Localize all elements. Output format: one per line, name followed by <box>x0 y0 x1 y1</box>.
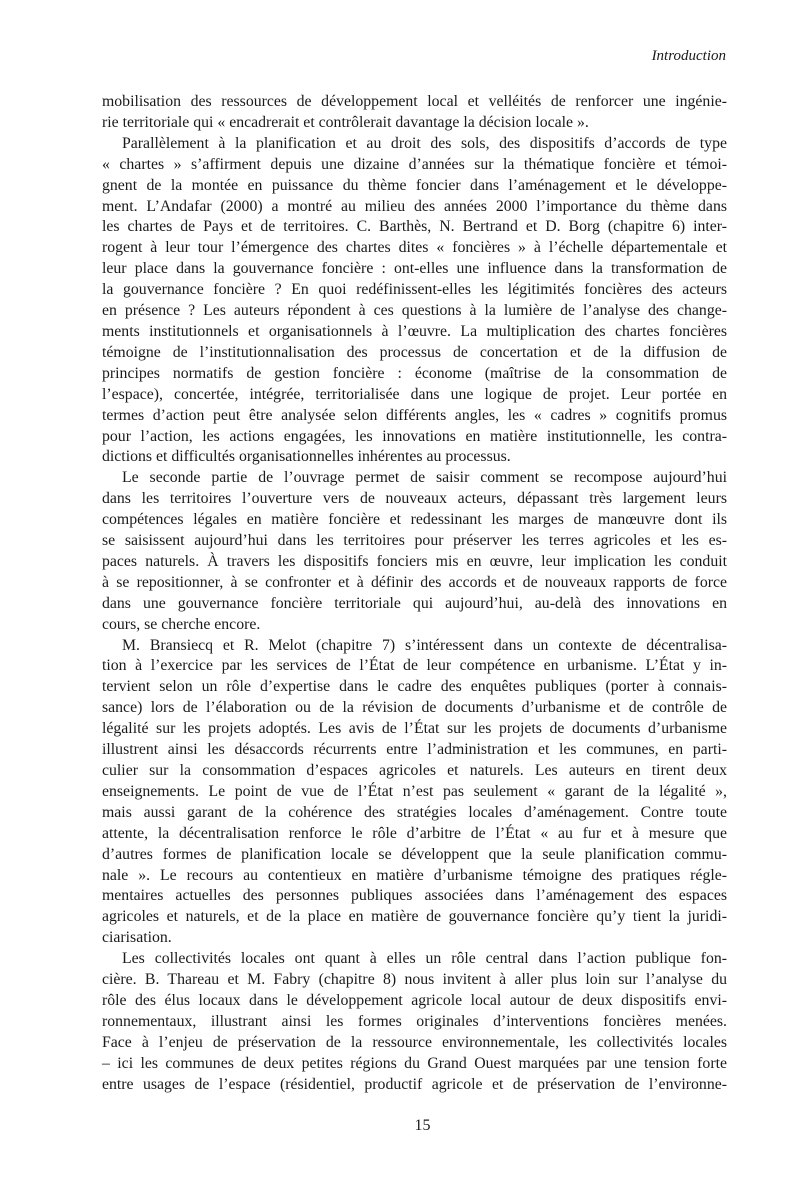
text-line: rôle des élus locaux dans le développement agricole local autour de deux dispositifs envi- <box>102 991 727 1009</box>
text-line: ments institutionnels et organisationnels à l’œuvre. La multiplication des chartes foncières <box>102 322 727 340</box>
text-line: leur place dans la gouvernance foncière : ont-elles une influence dans la transformation de <box>102 260 727 278</box>
text-line: – ici les communes de deux petites régions du Grand Ouest marquées par une tension forte <box>102 1054 727 1072</box>
text-line: Le seconde partie de l’ouvrage permet de saisir comment se recompose aujourd’hui <box>122 469 727 487</box>
text-line: attente, la décentralisation renforce le rôle d’arbitre de l’État « au fur et à mesure que <box>102 824 727 842</box>
text-line: mais aussi garant de la cohérence des stratégies locales d’aménagement. Contre toute <box>102 803 727 821</box>
running-header: Introduction <box>651 48 726 64</box>
paragraph <box>102 468 727 635</box>
text-line: mentaires actuelles des personnes publiques associées dans l’aménagement des espaces <box>102 887 727 905</box>
paragraph <box>102 92 727 134</box>
paragraph <box>102 636 727 950</box>
text-line: nale ». Le recours au contentieux en matière d’urbanisme témoigne des pratiques régle- <box>102 866 727 884</box>
text-line: la gouvernance foncière ? En quoi redéfinissent-elles les légitimités foncières des acteurs <box>102 281 727 299</box>
text-line: d’autres formes de planification locale se développent que la seule planification commu- <box>102 845 727 863</box>
text-line: dans une gouvernance foncière territoriale qui aujourd’hui, au-delà des innovations en <box>102 594 727 612</box>
text-line: enseignements. Le point de vue de l’État n’est pas seulement « garant de la légalité », <box>102 782 727 800</box>
text-line: les chartes de Pays et de territoires. C. Barthès, N. Bertrand et D. Borg (chapitre 6) inter- <box>102 218 727 236</box>
text-line: « chartes » s’affirment depuis une dizaine d’années sur la thématique foncière et témoi- <box>102 155 727 173</box>
text-line: Parallèlement à la planification et au droit des sols, des dispositifs d’accords de type <box>122 134 727 152</box>
text-line: rogent à leur tour l’émergence des chartes dites « foncières » à l’échelle départementale et <box>102 239 727 257</box>
text-line: principes normatifs de gestion foncière : économe (maîtrise de la consommation de <box>102 364 727 382</box>
text-line: agricoles et naturels, et de la place en matière de gouvernance foncière qu’y tient la juridi- <box>102 908 727 926</box>
text-line: termes d’action peut être analysée selon différents angles, les « cadres » cognitifs promus <box>102 406 727 424</box>
text-line: légalité sur les projets adoptés. Les avis de l’État sur les projets de documents d’urbanisme <box>102 720 727 738</box>
text-line: culier sur la consommation d’espaces agricoles et naturels. Les auteurs en tirent deux <box>102 762 727 779</box>
body-text <box>102 92 727 1096</box>
text-line: l’espace), concertée, intégrée, territorialisée dans une logique de projet. Leur portée en <box>102 385 727 403</box>
text-line: témoigne de l’institutionnalisation des processus de concertation et de la diffusion de <box>102 343 727 361</box>
text-line: cière. B. Thareau et M. Fabry (chapitre 8) nous invitent à aller plus loin sur l’analyse du <box>102 971 727 989</box>
text-line: gnent de la montée en puissance du thème foncier dans l’aménagement et le développe- <box>102 176 727 194</box>
text-line: tion à l’exercice par les services de l’État de leur compétence en urbanisme. L’État y in- <box>102 657 727 675</box>
text-line: ronnementaux, illustrant ainsi les formes originales d’interventions foncières menées. <box>102 1012 727 1030</box>
text-line: pour l’action, les actions engagées, les innovations en matière institutionnelle, les contra- <box>102 427 727 445</box>
text-line: Les collectivités locales ont quant à elles un rôle central dans l’action publique fon- <box>122 950 727 968</box>
text-line: M. Bransiecq et R. Melot (chapitre 7) s’intéressent dans un contexte de décentralisa- <box>122 636 727 654</box>
text-line: dictions et difficultés organisationnelles inhérentes au processus. <box>102 448 511 466</box>
paragraph <box>102 134 727 469</box>
text-line: ciarisation. <box>102 929 172 947</box>
text-line: Face à l’enjeu de préservation de la ressource environnementale, les collectivités locales <box>102 1033 727 1051</box>
text-line: en présence ? Les auteurs répondent à ces questions à la lumière de l’analyse des change- <box>102 302 727 320</box>
text-line: entre usages de l’espace (résidentiel, productif agricole et de préservation de l’environne- <box>102 1075 727 1093</box>
text-line: compétences légales en matière foncière et redessinant les marges de manœuvre dont ils <box>102 511 727 529</box>
text-line: paces naturels. À travers les dispositifs fonciers mis en œuvre, leur implication les conduit <box>102 552 727 570</box>
text-line: ment. L’Andafar (2000) a montré au milieu des années 2000 l’importance du thème dans <box>102 197 727 215</box>
text-line: rie territoriale qui « encadrerait et contrôlerait davantage la décision locale ». <box>102 113 589 131</box>
text-line: cours, se cherche encore. <box>102 615 261 633</box>
page-number: 15 <box>414 1117 431 1134</box>
paragraph <box>102 949 727 1095</box>
text-line: à se repositionner, à se confronter et à définir des accords et de nouveaux rapports de force <box>102 573 727 591</box>
text-line: mobilisation des ressources de développement local et velléités de renforcer une ingénie- <box>102 93 727 110</box>
text-line: sance) lors de l’élaboration ou de la révision de documents d’urbanisme et de contrôle de <box>102 699 727 717</box>
text-line: dans les territoires l’ouverture vers de nouveaux acteurs, dépassant très largement leurs <box>102 490 727 508</box>
text-line: illustrent ainsi les désaccords récurrents entre l’administration et les communes, en parti- <box>102 741 727 759</box>
text-line: se saisissent aujourd’hui dans les territoires pour préserver les terres agricoles et les es- <box>102 532 727 550</box>
text-line: tervient selon un rôle d’expertise dans le cadre des enquêtes publiques (porter à connais- <box>102 678 727 696</box>
